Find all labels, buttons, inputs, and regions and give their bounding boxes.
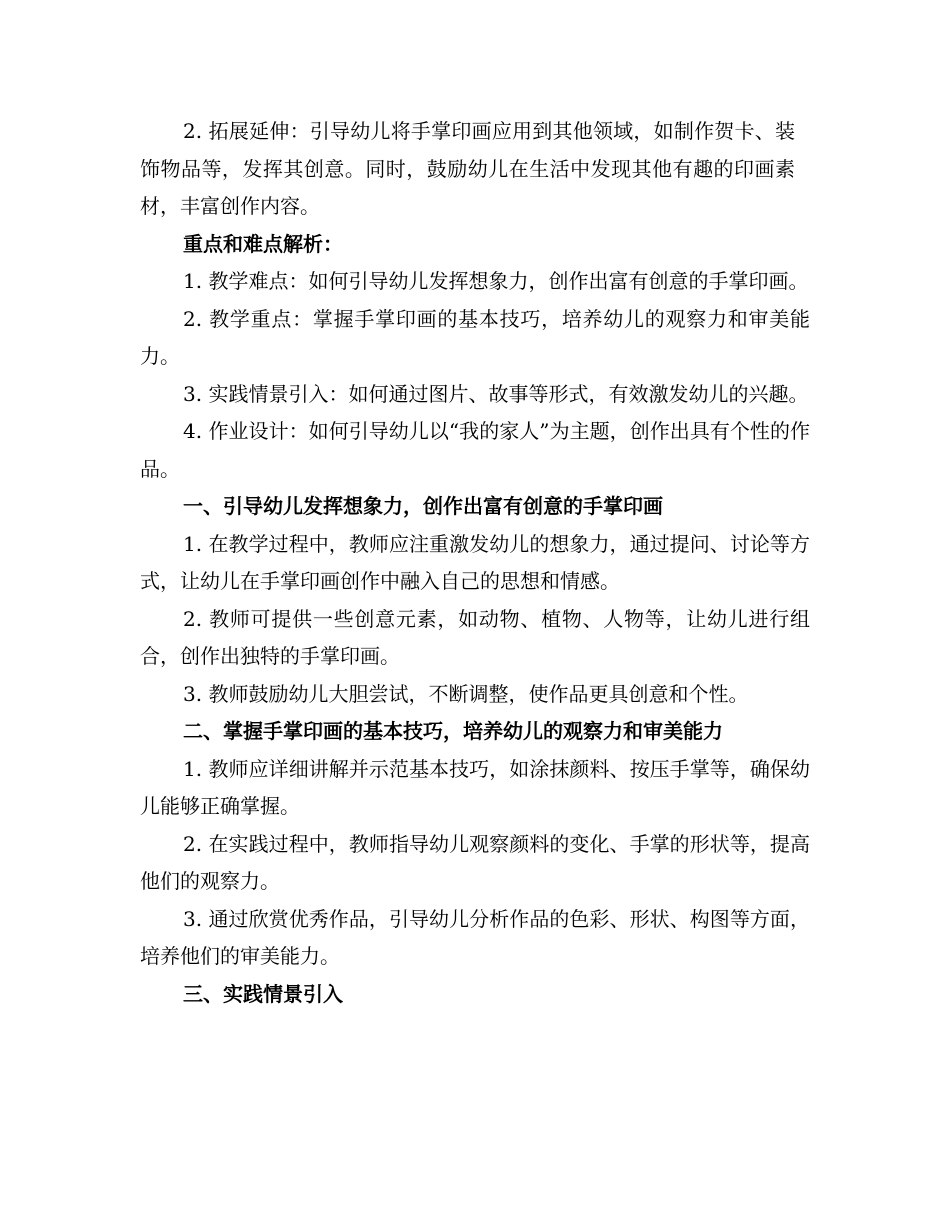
paragraph-imagination-1: 1. 在教学过程中，教师应注重激发幼儿的想象力，通过提问、讨论等方式，让幼儿在手掌印画创作中融入自己的思想和情感。 — [140, 531, 810, 593]
section-heading-imagination: 一、引导幼儿发挥想象力，创作出富有创意的手掌印画 — [183, 494, 663, 518]
paragraph-techniques-2: 2. 在实践过程中，教师指导幼儿观察颜料的变化、手掌的形状等，提高他们的观察力。 — [140, 831, 810, 893]
paragraph-teaching-difficulty: 1. 教学难点：如何引导幼儿发挥想象力，创作出富有创意的手掌印画。 — [183, 269, 809, 293]
paragraph-extension: 2. 拓展延伸：引导幼儿将手掌印画应用到其他领域，如制作贺卡、装饰物品等，发挥其创意。同时，鼓励幼儿在生活中发现其他有趣的印画素材，丰富创作内容。 — [140, 119, 795, 218]
paragraph-scenario-intro: 3. 实践情景引入：如何通过图片、故事等形式，有效激发幼儿的兴趣。 — [183, 381, 809, 406]
paragraph-homework-design: 4. 作业设计：如何引导幼儿以“我的家人”为主题，创作出具有个性的作品。 — [140, 419, 810, 481]
paragraph-imagination-2: 2. 教师可提供一些创意元素，如动物、植物、人物等，让幼儿进行组合，创作出独特的手掌印画。 — [140, 606, 810, 668]
section-heading-practice-scenario: 三、实践情景引入 — [183, 981, 343, 1006]
paragraph-imagination-3: 3. 教师鼓励幼儿大胆尝试，不断调整，使作品更具创意和个性。 — [183, 681, 749, 706]
paragraph-techniques-3: 3. 通过欣赏优秀作品，引导幼儿分析作品的色彩、形状、构图等方面，培养他们的审美能力。 — [140, 906, 810, 968]
document-body — [140, 113, 810, 1013]
section-heading-key-points: 重点和难点解析： — [183, 231, 343, 256]
section-heading-techniques: 二、掌握手掌印画的基本技巧，培养幼儿的观察力和审美能力 — [183, 719, 723, 743]
paragraph-teaching-focus: 2. 教学重点：掌握手掌印画的基本技巧，培养幼儿的观察力和审美能力。 — [140, 306, 810, 368]
paragraph-techniques-1: 1. 教师应详细讲解并示范基本技巧，如涂抹颜料、按压手掌等，确保幼儿能够正确掌握。 — [140, 756, 810, 818]
